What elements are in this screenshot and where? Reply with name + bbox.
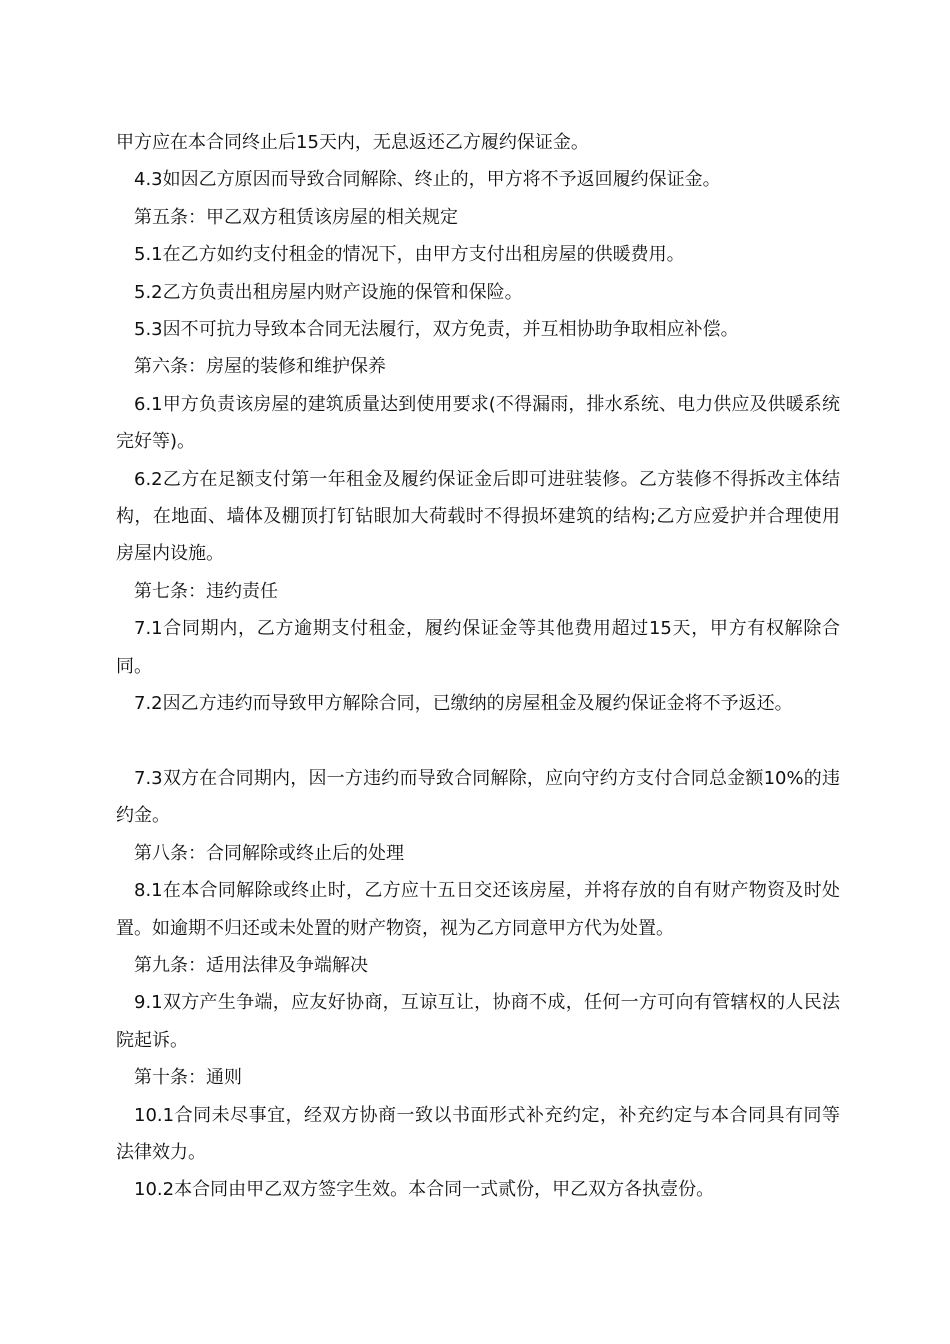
clause-7-1: 7.1合同期内，乙方逾期支付租金，履约保证金等其他费用超过15天，甲方有权解除合同。 <box>116 618 840 677</box>
article-5-heading: 第五条：甲乙双方租赁该房屋的相关规定 <box>134 206 458 228</box>
article-9-heading: 第九条：适用法律及争端解决 <box>134 954 368 976</box>
clause-5-3: 5.3因不可抗力导致本合同无法履行，双方免责，并互相协助争取相应补偿。 <box>134 319 739 341</box>
paragraph-deposit-return: 甲方应在本合同终止后15天内，无息返还乙方履约保证金。 <box>116 132 589 153</box>
clause-6-2: 6.2乙方在足额支付第一年租金及履约保证金后即可进驻装修。乙方装修不得拆改主体结构，在地面、墙体及棚顶打钉钻眼加大荷载时不得损坏建筑的结构;乙方应爱护并合理使用房屋内设施。 <box>116 468 840 565</box>
clause-5-1: 5.1在乙方如约支付租金的情况下，由甲方支付出租房屋的供暖费用。 <box>134 244 685 266</box>
clause-7-2: 7.2因乙方违约而导致甲方解除合同，已缴纳的房屋租金及履约保证金将不予返还。 <box>134 693 793 715</box>
clause-5-2: 5.2乙方负责出租房屋内财产设施的保管和保险。 <box>134 281 523 303</box>
blank-line <box>116 723 840 760</box>
clause-10-2: 10.2本合同由甲乙双方签字生效。本合同一式贰份，甲乙双方各执壹份。 <box>134 1179 715 1201</box>
clause-6-1: 6.1甲方负责该房屋的建筑质量达到使用要求(不得漏雨，排水系统、电力供应及供暖系统完好等)。 <box>116 393 840 453</box>
article-7-heading: 第七条：违约责任 <box>134 580 278 602</box>
clause-9-1: 9.1双方产生争端，应友好协商，互谅互让，协商不成，任何一方可向有管辖权的人民法院起诉。 <box>116 992 840 1051</box>
clause-8-1: 8.1在本合同解除或终止时，乙方应十五日交还该房屋，并将存放的自有财产物资及时处置。如逾期不归还或未处置的财产物资，视为乙方同意甲方代为处置。 <box>116 880 840 939</box>
clause-4-3: 4.3如因乙方原因而导致合同解除、终止的，甲方将不予返回履约保证金。 <box>134 169 721 191</box>
article-8-heading: 第八条：合同解除或终止后的处理 <box>134 842 404 864</box>
clause-7-3: 7.3双方在合同期内，因一方违约而导致合同解除，应向守约方支付合同总金额10%的违约金。 <box>116 767 840 827</box>
article-10-heading: 第十条：通则 <box>134 1067 242 1089</box>
document-body <box>116 124 840 1209</box>
article-6-heading: 第六条：房屋的装修和维护保养 <box>134 356 386 378</box>
clause-10-1: 10.1合同未尽事宜，经双方协商一致以书面形式补充约定，补充约定与本合同具有同等法律效力。 <box>116 1104 840 1163</box>
